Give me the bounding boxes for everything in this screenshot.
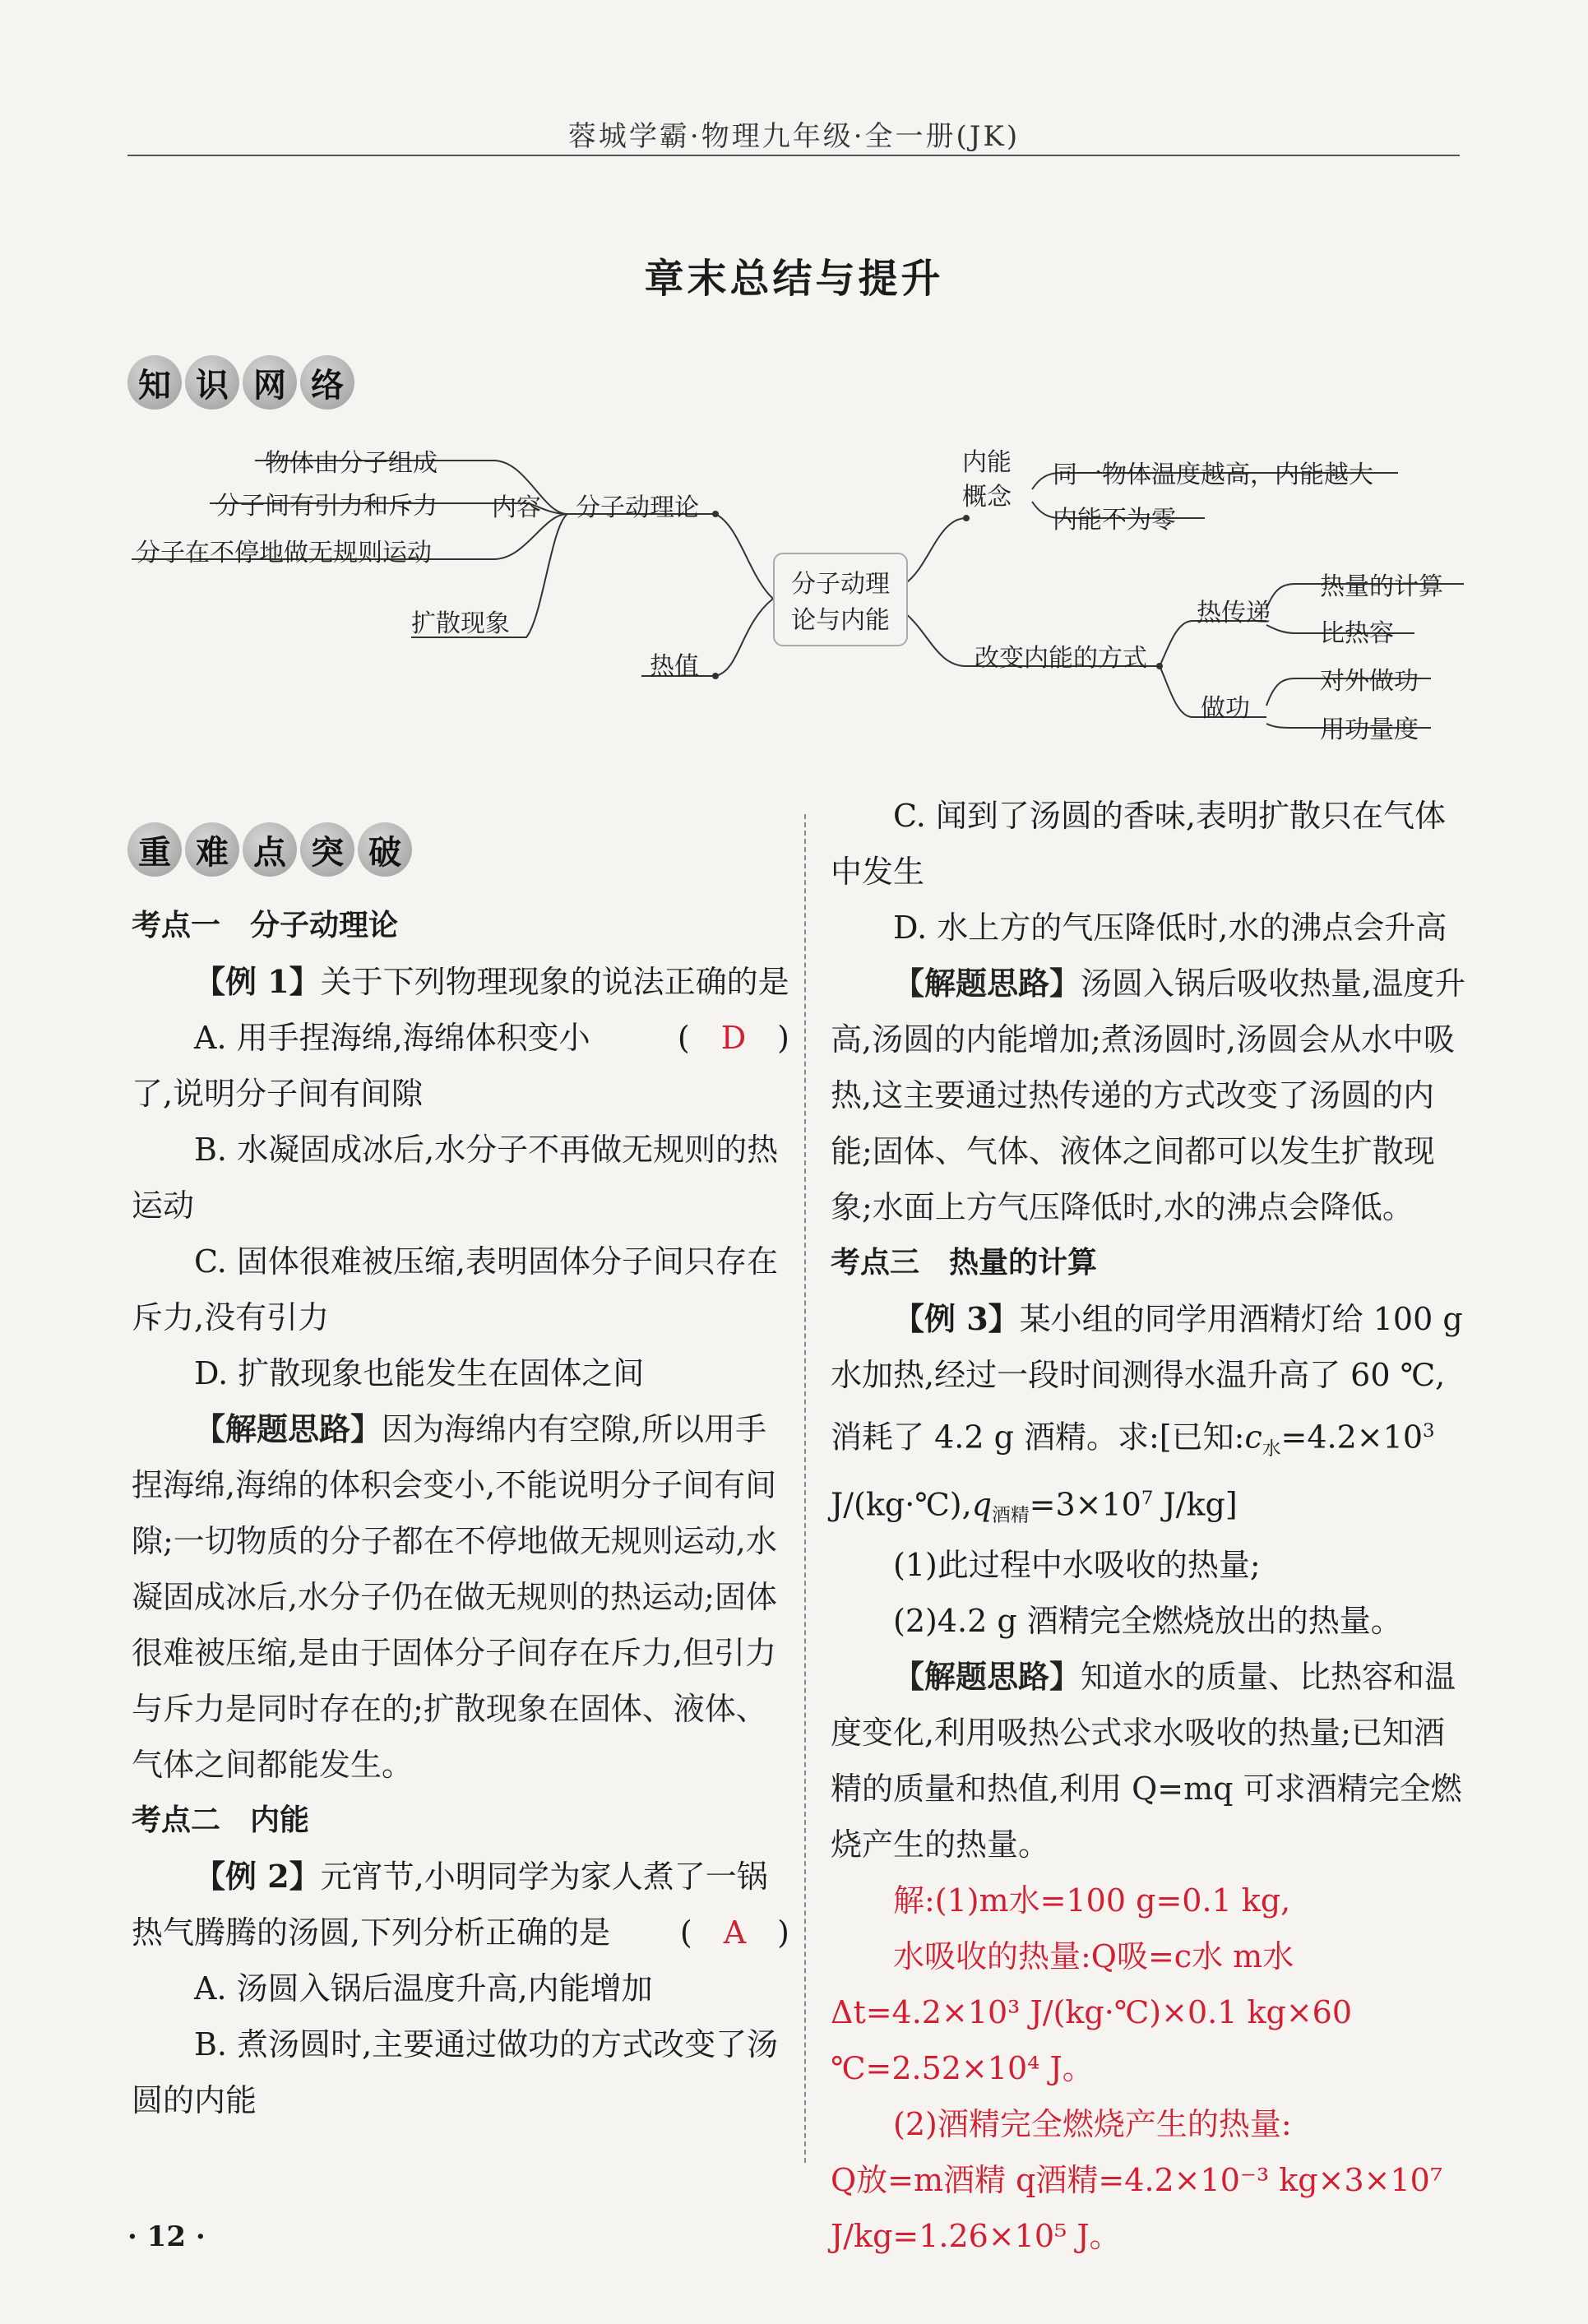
- badge-char: 点: [243, 822, 297, 877]
- map-node-molecular-theory: 分子动理论: [576, 493, 699, 522]
- answer-line-3: (2)酒精完全燃烧产生的热量:: [893, 2106, 1292, 2143]
- map-node-work: 做功: [1201, 694, 1250, 723]
- topic-heading-2: 考点二 内能: [132, 1803, 310, 1837]
- stem-text: J/kg]: [1153, 1486, 1238, 1523]
- solution-label: 【解题思路】: [893, 965, 1081, 1002]
- right-column: [831, 788, 1472, 2264]
- map-node-random-motion: 分子在不停地做无规则运动: [136, 539, 432, 567]
- example-3-stem: [831, 1291, 1472, 1537]
- center-line: 分子动理: [791, 570, 890, 599]
- map-node-attraction-repulsion: 分子间有引力和斥力: [215, 492, 438, 521]
- solution-idea-1: [132, 1401, 789, 1793]
- map-node-temperature-higher: 同一物体温度越高，内能越大: [1053, 461, 1373, 489]
- option-a: A. 用手捏海绵,海绵体积变小了,说明分子间有间隙: [132, 1020, 590, 1112]
- badge-char: 络: [300, 355, 354, 410]
- map-node-diffusion: 扩散现象: [411, 609, 510, 638]
- running-header: 蓉城学霸·物理九年级·全一册(JK): [567, 120, 1021, 153]
- exponent: 7: [1141, 1487, 1154, 1509]
- map-node-heat-transfer: 热传递: [1197, 599, 1271, 627]
- stem-text: J/(kg·℃),: [831, 1486, 972, 1523]
- map-node-heat-calc: 热量的计算: [1320, 572, 1443, 601]
- option-d: D. 扩散现象也能发生在固体之间: [194, 1355, 645, 1391]
- option-d: D. 水上方的气压降低时,水的沸点会升高: [893, 910, 1447, 946]
- badge-char: 难: [185, 822, 239, 877]
- badge-char: 知: [127, 355, 182, 410]
- option-c: C. 闻到了汤圆的香味,表明扩散只在气体中发生: [831, 798, 1446, 890]
- map-node-external-work: 对外做功: [1320, 667, 1419, 696]
- stem-text: 关于下列物理现象的说法正确的是: [320, 964, 789, 1000]
- solution-label: 【解题思路】: [893, 1658, 1081, 1696]
- map-center-node: [773, 553, 908, 646]
- solution-idea-3: [831, 1649, 1472, 1873]
- map-node-specific-heat: 比热容: [1320, 619, 1394, 648]
- answer-line-4: Q放=m酒精 q酒精=4.2×10⁻³ kg×3×10⁷ J/kg=1.26×10⁵ J。: [831, 2162, 1443, 2255]
- subscript-water: 水: [1262, 1437, 1281, 1460]
- option-c: C. 固体很难被压缩,表明固体分子间只存在斥力,没有引力: [132, 1243, 778, 1336]
- solution-text: 知道水的质量、比热容和温度变化,利用吸热公式求水吸收的热量;已知酒精的质量和热值,利用 Q=mq 可求酒精完全燃烧产生的热量。: [831, 1659, 1462, 1863]
- page-title: 章末总结与提升: [644, 256, 944, 302]
- example-label: 【例 3】: [893, 1300, 1020, 1337]
- answer-letter: D: [720, 1020, 747, 1056]
- concept-line: 内能: [962, 448, 1012, 477]
- answer-line-2: 水吸收的热量:Q吸=c水 m水 Δt=4.2×10³ J/(kg·℃)×0.1 kg×60 ℃=2.52×10⁴ J。: [831, 1938, 1353, 2087]
- solution-idea-2: [831, 956, 1472, 1235]
- solution-text: 汤圆入锅后吸收热量,温度升高,汤圆的内能增加;煮汤圆时,汤圆会从水中吸热,这主要通过热传递的方式改变了汤圆的内能;固体、气体、液体之间都可以发生扩散现象;水面上方气压降低时,水的沸点会降低。: [831, 965, 1466, 1225]
- map-node-content: 内容: [492, 493, 541, 522]
- map-node-change-methods: 改变内能的方式: [975, 644, 1147, 673]
- example-2-stem: [132, 1849, 789, 1961]
- map-node-heat-value: 热值: [650, 652, 699, 681]
- exponent: 3: [1423, 1420, 1435, 1442]
- map-node-not-zero: 内能不为零: [1053, 506, 1176, 535]
- example-1-stem: [132, 954, 789, 1056]
- symbol-q: q: [971, 1486, 993, 1523]
- answer-bracket: ( A ): [679, 1914, 789, 1951]
- map-node-work-measure: 用功量度: [1320, 715, 1419, 744]
- column-divider: [804, 814, 806, 2163]
- symbol-c: c: [1244, 1419, 1262, 1456]
- example-label: 【例 2】: [194, 1858, 321, 1895]
- map-node-internal-energy-concept: [962, 446, 1012, 515]
- stem-text: =4.2×10: [1280, 1419, 1423, 1456]
- left-column: [132, 898, 789, 2128]
- center-line: 论与内能: [791, 606, 890, 635]
- topic-heading-3: 考点三 热量的计算: [831, 1246, 1098, 1280]
- page-number: · 12 ·: [127, 2220, 206, 2253]
- answer-letter: A: [723, 1914, 747, 1951]
- answer-line-1: 解:(1)m水=100 g=0.1 kg,: [893, 1882, 1291, 1919]
- badge-char: 网: [243, 355, 297, 410]
- question-2: (2)4.2 g 酒精完全燃烧放出的热量。: [893, 1603, 1402, 1640]
- badge-char: 重: [127, 822, 182, 877]
- stem-text: 某小组的同学用酒精灯给 100 g 水加热,经过一段时间测得水温升高了 60 ℃,消耗了 4.2 g 酒精。求:[已知:: [831, 1301, 1463, 1456]
- badge-char: 识: [185, 355, 239, 410]
- badge-char: 破: [358, 822, 412, 877]
- question-1: (1)此过程中水吸收的热量;: [893, 1547, 1261, 1584]
- subscript-alcohol: 酒精: [992, 1505, 1030, 1527]
- option-a: A. 汤圆入锅后温度升高,内能增加: [194, 1970, 653, 2007]
- solution-label: 【解题思路】: [194, 1410, 382, 1447]
- badge-char: 突: [300, 822, 354, 877]
- answer-bracket: ( D ): [677, 1020, 789, 1056]
- topic-heading-1: 考点一 分子动理论: [132, 909, 399, 942]
- stem-text: 元宵节,小明同学为家人煮了一锅热气腾腾的汤圆,下列分析正确的是: [132, 1859, 768, 1951]
- option-b: B. 煮汤圆时,主要通过做功的方式改变了汤圆的内能: [132, 2026, 779, 2118]
- option-b: B. 水凝固成冰后,水分子不再做无规则的热运动: [132, 1132, 779, 1224]
- stem-text: =3×10: [1029, 1486, 1141, 1523]
- example-label: 【例 1】: [194, 963, 321, 1000]
- section-badge-key-points: [127, 822, 412, 877]
- map-node-molecules-compose: 物体由分子组成: [265, 449, 438, 478]
- concept-line: 概念: [962, 483, 1012, 512]
- solution-text: 因为海绵内有空隙,所以用手捏海绵,海绵的体积会变小,不能说明分子间有间隙;一切物质的分子都在不停地做无规则运动,水凝固成冰后,水分子仍在做无规则的热运动;固体很难被压缩,是由于固体分子间存在斥力,但引力与斥力是同时存在的;扩散现象在固体、液体、气体之间都能发生。: [132, 1411, 777, 1783]
